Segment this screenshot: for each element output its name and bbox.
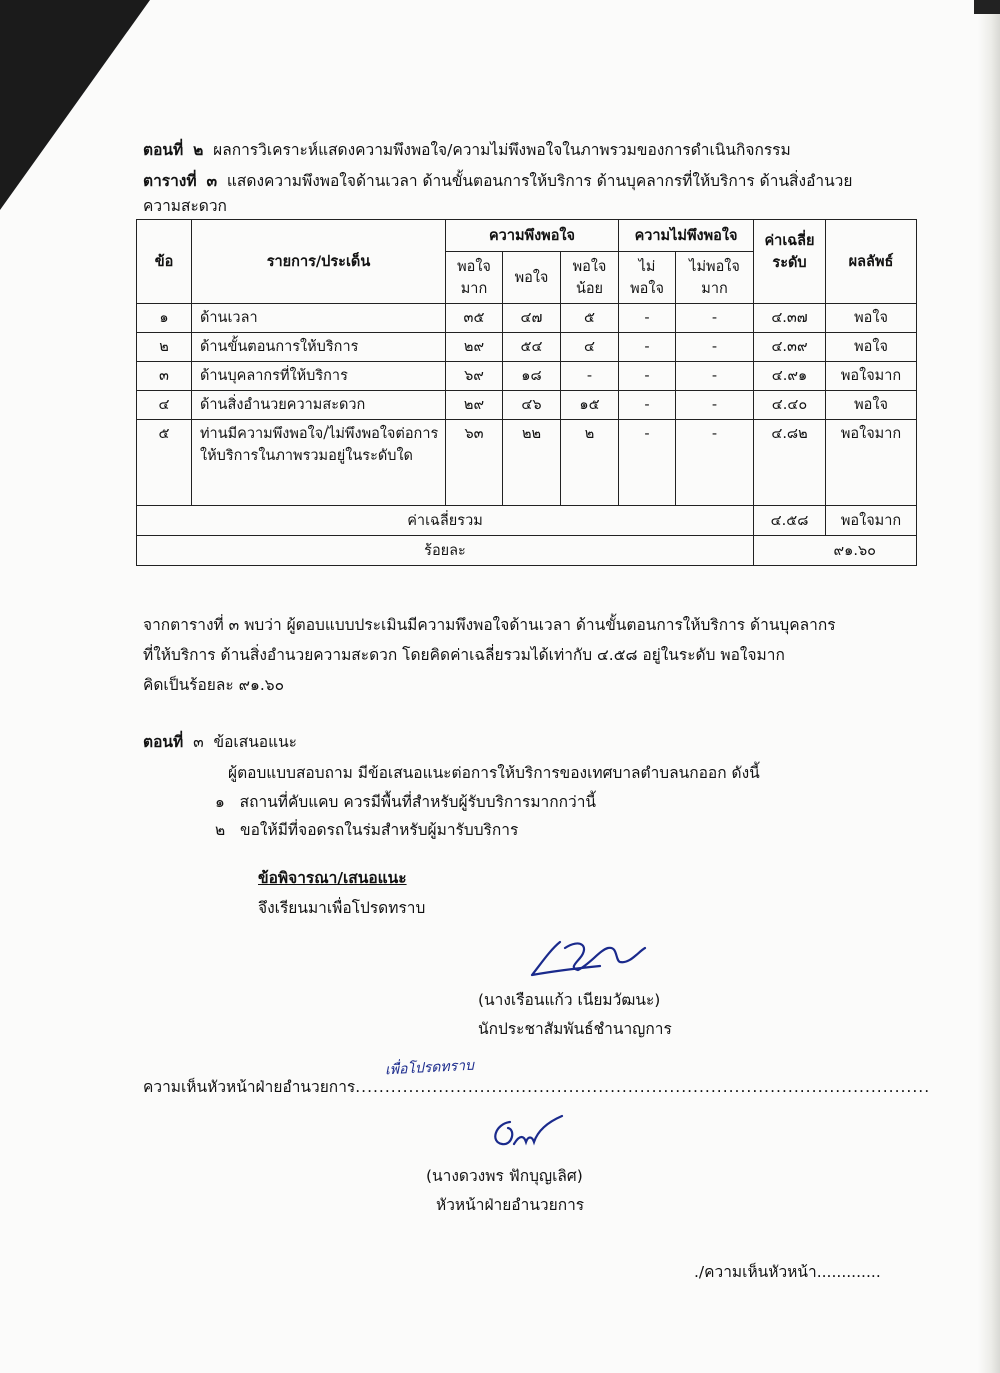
- handwritten-opinion: เพื่อโปรดทราบ: [384, 1057, 475, 1079]
- table3-heading: [143, 171, 852, 191]
- row-satisfied: ๔๖: [503, 391, 561, 420]
- signer2-position: หัวหน้าฝ่ายอำนวยการ: [436, 1196, 585, 1214]
- part2-label: ตอนที่: [143, 141, 184, 159]
- row-satisfied: ๔๗: [503, 304, 561, 333]
- row-result: พอใจ: [826, 304, 917, 333]
- row-no: ๕: [137, 420, 192, 506]
- header-very-dissatisfied-line1: ไม่พอใจ: [689, 258, 740, 275]
- header-very-dissatisfied-line2: มาก: [701, 280, 728, 297]
- table3-heading-line2: ความสะดวก: [143, 197, 227, 215]
- row-very-dissatisfied: -: [676, 420, 754, 506]
- header-less-satisfied-line1: พอใจ: [572, 258, 607, 275]
- row-very-satisfied: ๖๓: [446, 420, 503, 506]
- suggestion-text: ขอให้มีที่จอดรถในร่มสำหรับผู้มารับบริการ: [240, 821, 519, 839]
- percent-row: [137, 536, 917, 566]
- header-no: ข้อ: [137, 220, 192, 304]
- table-row: [137, 420, 917, 506]
- row-less-satisfied: -: [561, 362, 619, 391]
- part3-number: ๓: [193, 733, 204, 751]
- row-very-satisfied: ๖๙: [446, 362, 503, 391]
- scan-shadow-corner-right: [974, 0, 1000, 14]
- signature-2: [480, 1108, 570, 1158]
- consideration-text: จึงเรียนมาเพื่อโปรดทราบ: [258, 899, 426, 917]
- row-less-satisfied: ๕: [561, 304, 619, 333]
- row-no: ๓: [137, 362, 192, 391]
- table3-number: ๓: [206, 172, 218, 190]
- head-opinion-label: ความเห็นหัวหน้าฝ่ายอำนวยการ: [143, 1078, 356, 1096]
- part3-heading: [143, 732, 297, 752]
- row-not-satisfied: -: [619, 304, 676, 333]
- row-less-satisfied: ๑๕: [561, 391, 619, 420]
- part2-heading: [143, 140, 791, 160]
- dotted-line: .................................................................................................: [355, 1078, 931, 1096]
- row-item: ด้านบุคลากรที่ให้บริการ: [192, 362, 446, 391]
- row-average: ๔.๘๒: [754, 420, 826, 506]
- head-opinion-line: [143, 1077, 930, 1097]
- total-label: ค่าเฉลี่ยรวม: [137, 506, 754, 536]
- suggestion-item: [215, 792, 596, 812]
- signer2-name: (นางดวงพร ฟักบุญเลิศ): [426, 1167, 583, 1185]
- row-average: ๔.๓๙: [754, 333, 826, 362]
- summary-line1: จากตารางที่ ๓ พบว่า ผู้ตอบแบบประเมินมีความพึงพอใจด้านเวลา ด้านขั้นตอนการให้บริการ ด้านบุคลากร: [143, 616, 836, 634]
- header-average-line1: ค่าเฉลี่ย: [764, 232, 815, 249]
- row-not-satisfied: -: [619, 420, 676, 506]
- header-satisfied-sub: พอใจ: [503, 252, 561, 304]
- row-satisfied: ๕๔: [503, 333, 561, 362]
- header-not-satisfied-line2: พอใจ: [630, 280, 664, 297]
- row-item: ด้านสิ่งอำนวยความสะดวก: [192, 391, 446, 420]
- header-not-satisfied: [619, 252, 676, 304]
- row-satisfied: ๑๘: [503, 362, 561, 391]
- header-dissatisfied: ความไม่พึงพอใจ: [619, 220, 754, 252]
- table3-label: ตารางที่: [143, 172, 197, 190]
- part2-text: ผลการวิเคราะห์แสดงความพึงพอใจ/ความไม่พึงพอใจในภาพรวมของการดำเนินกิจกรรม: [213, 141, 791, 159]
- header-not-satisfied-line1: ไม่: [638, 258, 656, 275]
- row-result: พอใจ: [826, 333, 917, 362]
- total-row: [137, 506, 917, 536]
- percent-label: ร้อยละ: [137, 536, 754, 566]
- table3-text-line1: แสดงความพึงพอใจด้านเวลา ด้านขั้นตอนการให้บริการ ด้านบุคลากรที่ให้บริการ ด้านสิ่งอำนวย: [226, 172, 853, 190]
- suggestion-item: [215, 820, 518, 840]
- row-no: ๑: [137, 304, 192, 333]
- suggestion-number: ๒: [215, 821, 226, 839]
- satisfaction-table: [136, 219, 917, 566]
- scan-shadow-corner: [0, 0, 150, 210]
- header-average: [754, 220, 826, 304]
- footer-note: ./ความเห็นหัวหน้า.............: [694, 1263, 881, 1281]
- header-row-1: [137, 220, 917, 252]
- table-row: [137, 362, 917, 391]
- table-row: [137, 333, 917, 362]
- row-result: พอใจมาก: [826, 420, 917, 506]
- header-result: ผลลัพธ์: [826, 220, 917, 304]
- header-very-satisfied-line1: พอใจ: [457, 258, 491, 275]
- suggestion-number: ๑: [215, 793, 225, 811]
- row-less-satisfied: ๔: [561, 333, 619, 362]
- row-average: ๔.๓๗: [754, 304, 826, 333]
- scan-edge: [978, 0, 1000, 1373]
- part3-label: ตอนที่: [143, 733, 184, 751]
- header-satisfied: ความพึงพอใจ: [446, 220, 619, 252]
- signature-1: [520, 930, 660, 990]
- part3-intro: ผู้ตอบแบบสอบถาม มีข้อเสนอแนะต่อการให้บริการของเทศบาลตำบลนกออก ดังนี้: [228, 764, 760, 782]
- header-less-satisfied: [561, 252, 619, 304]
- row-result: พอใจมาก: [826, 362, 917, 391]
- header-less-satisfied-line2: น้อย: [575, 280, 604, 297]
- header-very-satisfied: [446, 252, 503, 304]
- row-not-satisfied: -: [619, 391, 676, 420]
- row-average: ๔.๔๐: [754, 391, 826, 420]
- total-average: ๔.๕๘: [754, 506, 826, 536]
- row-very-satisfied: ๓๕: [446, 304, 503, 333]
- part3-title: ข้อเสนอแนะ: [213, 733, 298, 751]
- header-item: รายการ/ประเด็น: [192, 220, 446, 304]
- row-very-satisfied: ๒๙: [446, 391, 503, 420]
- row-not-satisfied: -: [619, 362, 676, 391]
- row-no: ๔: [137, 391, 192, 420]
- row-item: ด้านเวลา: [192, 304, 446, 333]
- row-very-satisfied: ๒๙: [446, 333, 503, 362]
- row-no: ๒: [137, 333, 192, 362]
- header-average-line2: ระดับ: [772, 254, 807, 271]
- row-item: ด้านขั้นตอนการให้บริการ: [192, 333, 446, 362]
- row-satisfied: ๒๒: [503, 420, 561, 506]
- row-less-satisfied: ๒: [561, 420, 619, 506]
- row-not-satisfied: -: [619, 333, 676, 362]
- suggestion-text: สถานที่คับแคบ ควรมีพื้นที่สำหรับผู้รับบริการมากกว่านี้: [239, 793, 597, 811]
- summary-line2: ที่ให้บริการ ด้านสิ่งอำนวยความสะดวก โดยคิดค่าเฉลี่ยรวมได้เท่ากับ ๔.๕๘ อยู่ในระดับ พอใจมาก: [143, 646, 785, 664]
- row-result: พอใจ: [826, 391, 917, 420]
- row-item: ท่านมีความพึงพอใจ/ไม่พึงพอใจต่อการให้บริการในภาพรวมอยู่ในระดับใด: [192, 420, 446, 506]
- part2-number: ๒: [193, 141, 204, 159]
- row-very-dissatisfied: -: [676, 333, 754, 362]
- consideration-title: ข้อพิจารณา/เสนอแนะ: [258, 869, 407, 887]
- header-very-dissatisfied: [676, 252, 754, 304]
- row-very-dissatisfied: -: [676, 362, 754, 391]
- total-result: พอใจมาก: [826, 506, 917, 536]
- row-very-dissatisfied: -: [676, 391, 754, 420]
- row-average: ๔.๙๑: [754, 362, 826, 391]
- table-row: [137, 304, 917, 333]
- table-row: [137, 391, 917, 420]
- signer1-name: (นางเรือนแก้ว เนียมวัฒนะ): [478, 991, 661, 1009]
- header-very-satisfied-line2: มาก: [460, 280, 488, 297]
- percent-value: ๙๑.๖๐: [754, 536, 917, 566]
- signer1-position: นักประชาสัมพันธ์ชำนาญการ: [478, 1020, 672, 1038]
- summary-line3: คิดเป็นร้อยละ ๙๑.๖๐: [143, 676, 285, 694]
- row-very-dissatisfied: -: [676, 304, 754, 333]
